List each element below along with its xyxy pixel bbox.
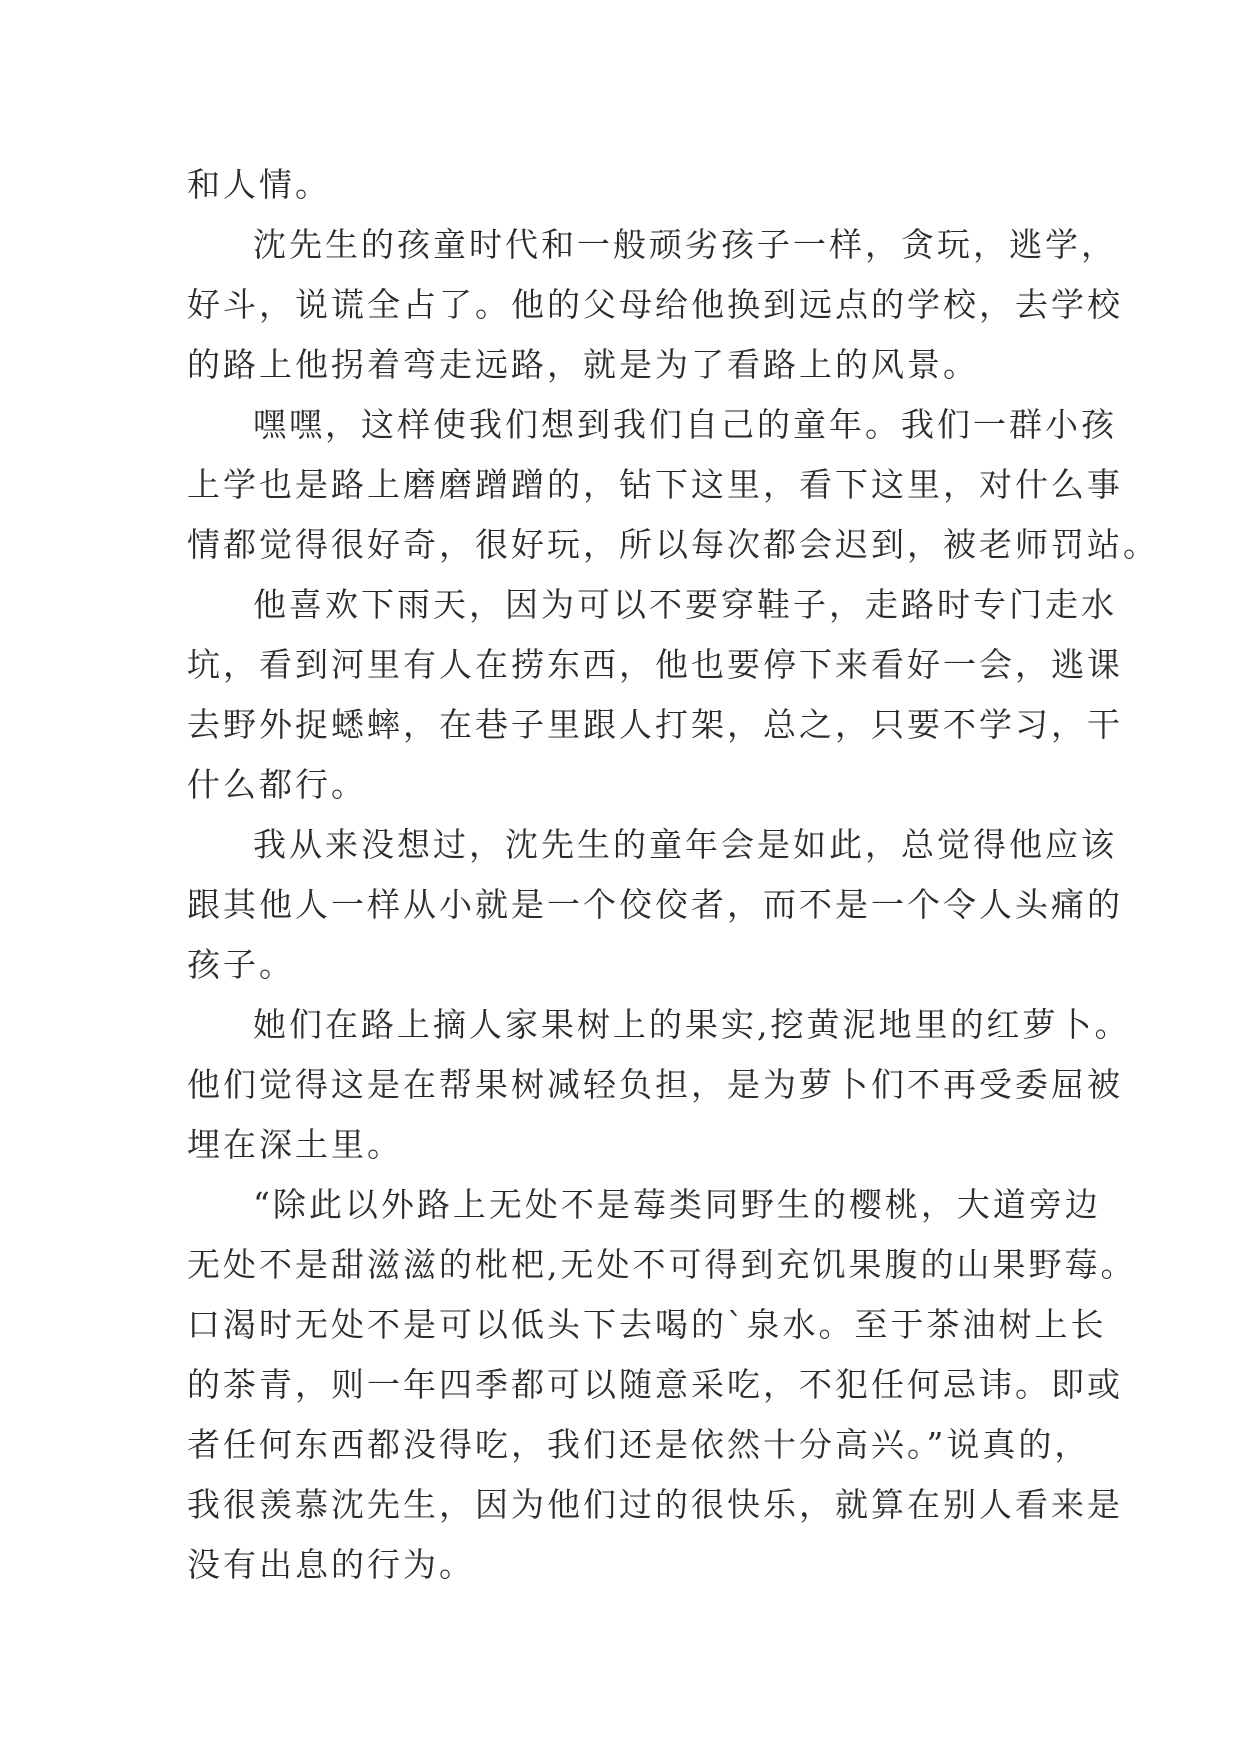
text-line: 去野外捉蟋蟀，在巷子里跟人打架，总之，只要不学习，干 [187, 705, 1123, 744]
text-line: 者任何东西都没得吃，我们还是依然十分高兴。”说真的， [187, 1425, 1091, 1464]
paragraph-first-line: 我从来没想过，沈先生的童年会是如此，总觉得他应该 [253, 825, 1117, 864]
text-line: 和人情。 [187, 165, 331, 204]
text-line: 上学也是路上磨磨蹭蹭的，钻下这里，看下这里，对什么事 [187, 465, 1123, 504]
document-body [187, 155, 1159, 1595]
text-line: 的茶青，则一年四季都可以随意采吃，不犯任何忌讳。即或 [187, 1365, 1123, 1404]
paragraph-first-line: 沈先生的孩童时代和一般顽劣孩子一样，贪玩，逃学， [253, 225, 1117, 264]
text-line: 口渴时无处不是可以低头下去喝的`泉水。至于茶油树上长 [187, 1305, 1107, 1344]
paragraph-first-line: 嘿嘿，这样使我们想到我们自己的童年。我们一群小孩 [253, 405, 1117, 444]
text-line: 我很羡慕沈先生，因为他们过的很快乐，就算在别人看来是 [187, 1485, 1123, 1524]
paragraph-first-line: 她们在路上摘人家果树上的果实,挖黄泥地里的红萝卜。 [253, 1005, 1131, 1044]
text-line: 情都觉得很好奇，很好玩，所以每次都会迟到，被老师罚站。 [187, 525, 1159, 564]
text-line: 好斗，说谎全占了。他的父母给他换到远点的学校，去学校 [187, 285, 1123, 324]
text-line: 跟其他人一样从小就是一个佼佼者，而不是一个令人头痛的 [187, 885, 1123, 924]
text-line: 埋在深土里。 [187, 1125, 403, 1164]
paragraph-first-line: “除此以外路上无处不是莓类同野生的樱桃，大道旁边 [253, 1185, 1101, 1224]
text-line: 的路上他拐着弯走远路，就是为了看路上的风景。 [187, 345, 979, 384]
text-line: 什么都行。 [187, 765, 367, 804]
text-line: 坑，看到河里有人在捞东西，他也要停下来看好一会，逃课 [187, 645, 1123, 684]
paragraph-first-line: 他喜欢下雨天，因为可以不要穿鞋子，走路时专门走水 [253, 585, 1117, 624]
text-line: 孩子。 [187, 945, 295, 984]
text-line: 无处不是甜滋滋的枇杷,无处不可得到充饥果腹的山果野莓。 [187, 1245, 1137, 1284]
text-line: 没有出息的行为。 [187, 1545, 475, 1584]
text-line: 他们觉得这是在帮果树减轻负担，是为萝卜们不再受委屈被 [187, 1065, 1123, 1104]
